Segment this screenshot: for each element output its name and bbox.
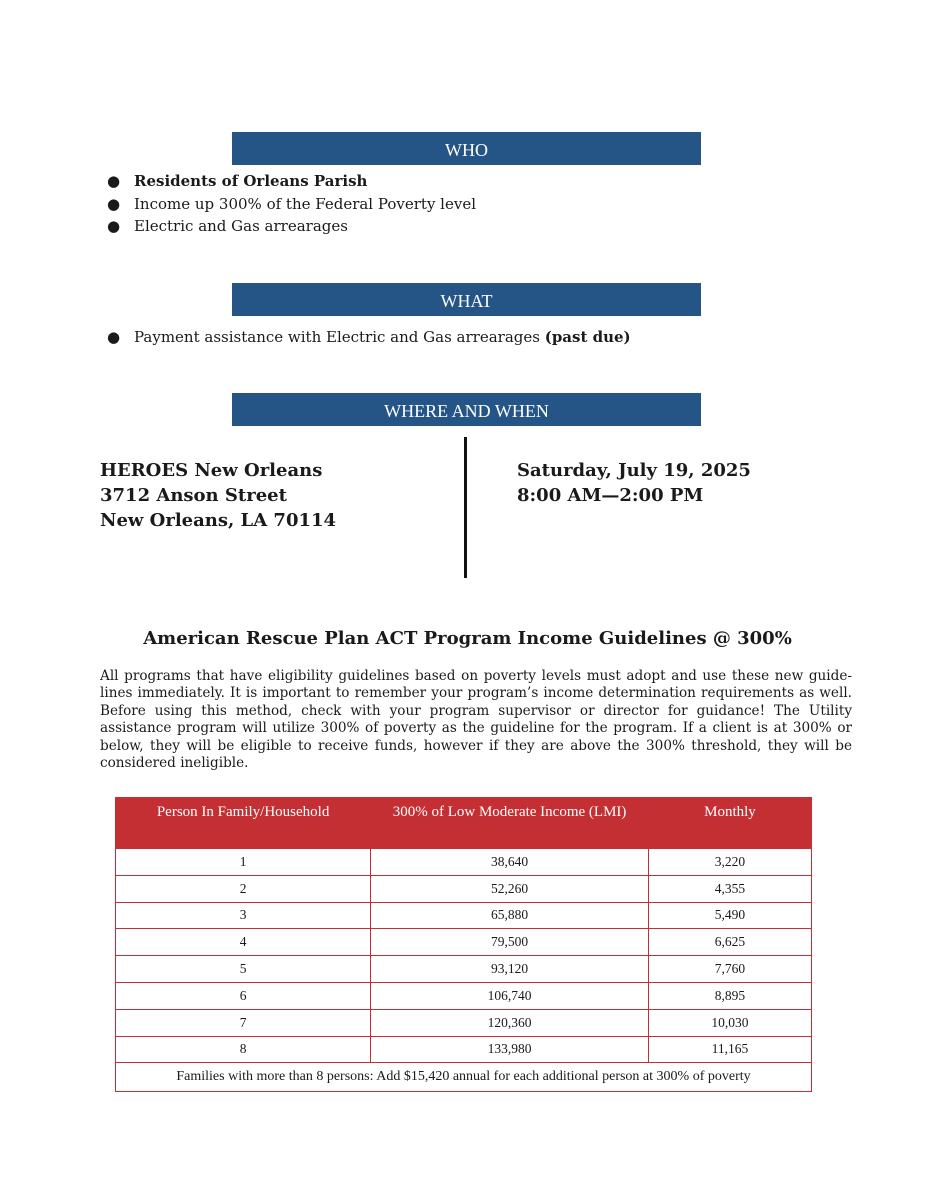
cell-household: 5 <box>116 956 371 983</box>
cell-lmi: 52,260 <box>371 875 649 902</box>
list-item <box>100 215 476 238</box>
event-time: 8:00 AM—2:00 PM <box>517 485 704 506</box>
cell-lmi: 106,740 <box>371 982 649 1009</box>
who-item-1: Residents of Orleans Parish <box>134 172 368 190</box>
table-row <box>116 982 812 1009</box>
table-row <box>116 875 812 902</box>
date-time-block <box>517 458 751 508</box>
what-list <box>100 326 631 349</box>
what-heading: WHAT <box>232 283 701 316</box>
divider <box>464 437 467 578</box>
bullet-icon: ● <box>107 172 121 190</box>
cell-household: 2 <box>116 875 371 902</box>
cell-monthly: 6,625 <box>648 929 811 956</box>
list-item <box>100 193 476 216</box>
list-item <box>100 326 631 349</box>
address-line-2: 3712 Anson Street <box>100 485 287 506</box>
cell-household: 1 <box>116 849 371 876</box>
table-row <box>116 1036 812 1063</box>
cell-monthly: 3,220 <box>648 849 811 876</box>
cell-monthly: 5,490 <box>648 902 811 929</box>
table-header-row <box>116 798 812 849</box>
who-item-3: Electric and Gas arrearages <box>134 217 348 235</box>
guidelines-paragraph: All programs that have eligibility guidelines based on poverty levels must adopt and use these new guide-lines immediately. It is important to remember your program’s income determination requirements as well. Before using this method, check with your program supervisor or director for guidance! The Utility assistance program will utilize 300% of poverty as the guideline for the program. If a client is at 300% or below, they will be eligible to receive funds, however if they are above the 300% threshold, they will be considered ineligible. <box>100 668 852 772</box>
table-footer-row <box>116 1063 812 1092</box>
address-line-3: New Orleans, LA 70114 <box>100 510 337 531</box>
list-item <box>100 170 476 193</box>
who-heading: WHO <box>232 132 701 165</box>
cell-household: 8 <box>116 1036 371 1063</box>
table-footer-note: Families with more than 8 persons: Add $15,420 annual for each additional person at 300% of poverty <box>116 1063 812 1092</box>
cell-lmi: 79,500 <box>371 929 649 956</box>
header-lmi: 300% of Low Moderate Income (LMI) <box>371 798 649 849</box>
table-row <box>116 849 812 876</box>
cell-household: 6 <box>116 982 371 1009</box>
bullet-icon: ● <box>107 328 121 346</box>
cell-lmi: 120,360 <box>371 1009 649 1036</box>
header-monthly: Monthly <box>648 798 811 849</box>
cell-monthly: 4,355 <box>648 875 811 902</box>
cell-household: 3 <box>116 902 371 929</box>
table-row <box>116 902 812 929</box>
header-household: Person In Family/Household <box>116 798 371 849</box>
table-row <box>116 956 812 983</box>
cell-monthly: 7,760 <box>648 956 811 983</box>
cell-household: 7 <box>116 1009 371 1036</box>
who-item-2: Income up 300% of the Federal Poverty level <box>134 194 477 213</box>
bullet-icon: ● <box>107 217 121 235</box>
where-when-heading: WHERE AND WHEN <box>232 393 701 426</box>
table-row <box>116 929 812 956</box>
table-row <box>116 1009 812 1036</box>
income-table <box>115 797 812 1092</box>
address-line-1: HEROES New Orleans <box>100 460 323 481</box>
bullet-icon: ● <box>107 194 121 213</box>
cell-household: 4 <box>116 929 371 956</box>
address-block <box>100 458 336 533</box>
cell-monthly: 10,030 <box>648 1009 811 1036</box>
who-list <box>100 170 476 238</box>
cell-monthly: 8,895 <box>648 982 811 1009</box>
guidelines-title: American Rescue Plan ACT Program Income Guidelines @ 300% <box>143 628 792 649</box>
cell-lmi: 38,640 <box>371 849 649 876</box>
cell-lmi: 133,980 <box>371 1036 649 1063</box>
what-item-bold: (past due) <box>544 328 631 346</box>
event-date: Saturday, July 19, 2025 <box>517 460 751 481</box>
cell-monthly: 11,165 <box>648 1036 811 1063</box>
cell-lmi: 93,120 <box>371 956 649 983</box>
cell-lmi: 65,880 <box>371 902 649 929</box>
what-item-text: Payment assistance with Electric and Gas arrearages <box>134 328 545 346</box>
